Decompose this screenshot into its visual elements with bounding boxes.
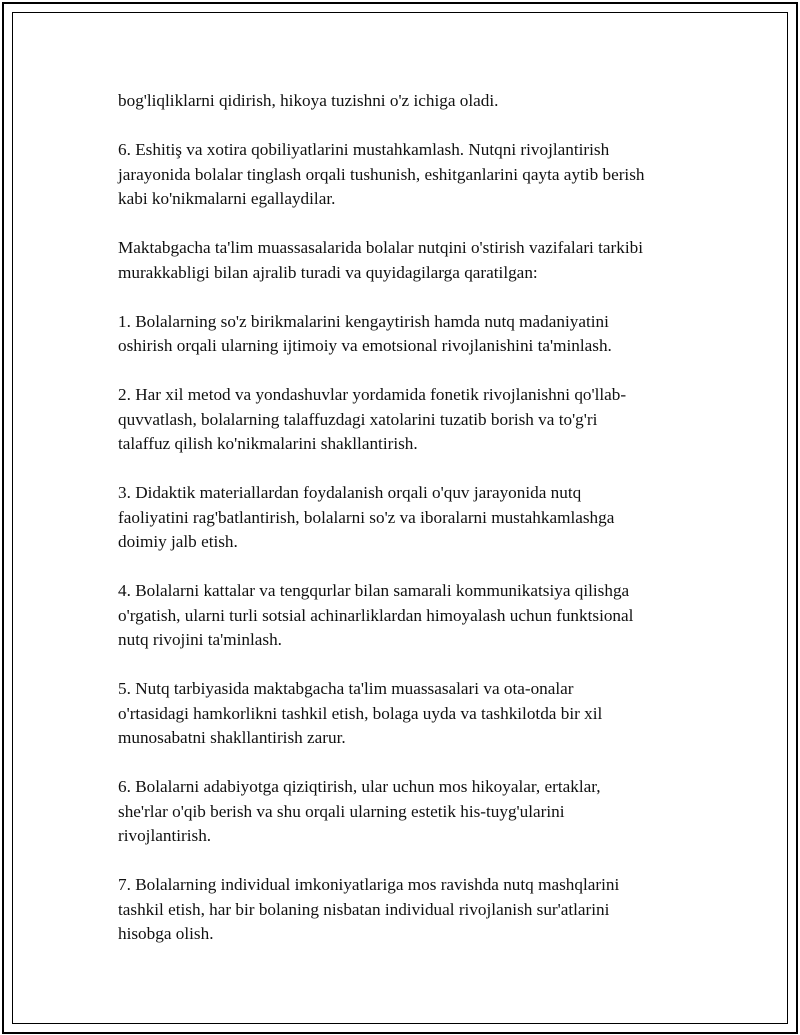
- text-line: o'rgatish, ularni turli sotsial achinarliklardan himoyalash uchun funktsional: [118, 605, 634, 625]
- paragraph: [118, 873, 698, 947]
- text-line: kabi ko'nikmalarni egallaydilar.: [118, 189, 336, 208]
- text-line: jarayonida bolalar tinglash orqali tushunish, eshitganlarini qayta aytib berish: [118, 164, 645, 184]
- text-line: quvvatlash, bolalarning talaffuzdagi xatolarini tuzatib borish va to'g'ri: [118, 409, 598, 429]
- text-line: 3. Didaktik materiallardan foydalanish orqali o'quv jarayonida nutq: [118, 483, 582, 502]
- text-line: munosabatni shakllantirish zarur.: [118, 728, 346, 747]
- text-line: oshirish orqali ularning ijtimoiy va emotsional rivojlanishini ta'minlash.: [118, 336, 612, 355]
- text-line: murakkabligi bilan ajralib turadi va quyidagilarga qaratilgan:: [118, 262, 538, 282]
- text-line: bog'liqliklarni qidirish, hikoya tuzishni o'z ichiga oladi.: [118, 91, 499, 110]
- text-line: 4. Bolalarni kattalar va tengqurlar bilan samarali kommunikatsiya qilishga: [118, 581, 630, 600]
- paragraph: [118, 138, 698, 212]
- text-line: 6. Bolalarni adabiyotga qiziqtirish, ular uchun mos hikoyalar, ertaklar,: [118, 777, 601, 796]
- text-line: 5. Nutq tarbiyasida maktabgacha ta'lim muassasalari va ota-onalar: [118, 679, 574, 698]
- text-line: rivojlantirish.: [118, 826, 212, 845]
- text-line: nutq rivojini ta'minlash.: [118, 630, 282, 649]
- paragraph: [118, 677, 698, 751]
- text-line: 6. Eshitiş va xotira qobiliyatlarini mustahkamlash. Nutqni rivojlantirish: [118, 140, 610, 159]
- text-line: she'rlar o'qib berish va shu orqali ularning estetik his-tuyg'ularini: [118, 801, 565, 821]
- text-line: o'rtasidagi hamkorlikni tashkil etish, bolaga uyda va tashkilotda bir xil: [118, 703, 603, 723]
- paragraph: [118, 383, 698, 457]
- text-line: hisobga olish.: [118, 924, 214, 943]
- text-line: talaffuz qilish ko'nikmalarini shakllantirish.: [118, 434, 418, 453]
- paragraph: [118, 89, 698, 114]
- text-line: 2. Har xil metod va yondashuvlar yordamida fonetik rivojlanishni qo'llab-: [118, 385, 627, 404]
- paragraph: [118, 579, 698, 653]
- paragraph: [118, 481, 698, 555]
- text-line: 1. Bolalarning so'z birikmalarini kengaytirish hamda nutq madaniyatini: [118, 311, 609, 331]
- text-line: faoliyatini rag'batlantirish, bolalarni so'z va iboralarni mustahkamlashga: [118, 507, 615, 527]
- paragraph: [118, 236, 698, 285]
- document-body: [118, 89, 698, 971]
- text-line: 7. Bolalarning individual imkoniyatlariga mos ravishda nutq mashqlarini: [118, 875, 620, 894]
- text-line: tashkil etish, har bir bolaning nisbatan individual rivojlanish sur'atlarini: [118, 899, 610, 919]
- text-line: Maktabgacha ta'lim muassasalarida bolalar nutqini o'stirish vazifalari tarkibi: [118, 238, 643, 257]
- text-line: doimiy jalb etish.: [118, 532, 238, 551]
- paragraph: [118, 310, 698, 359]
- paragraph: [118, 775, 698, 849]
